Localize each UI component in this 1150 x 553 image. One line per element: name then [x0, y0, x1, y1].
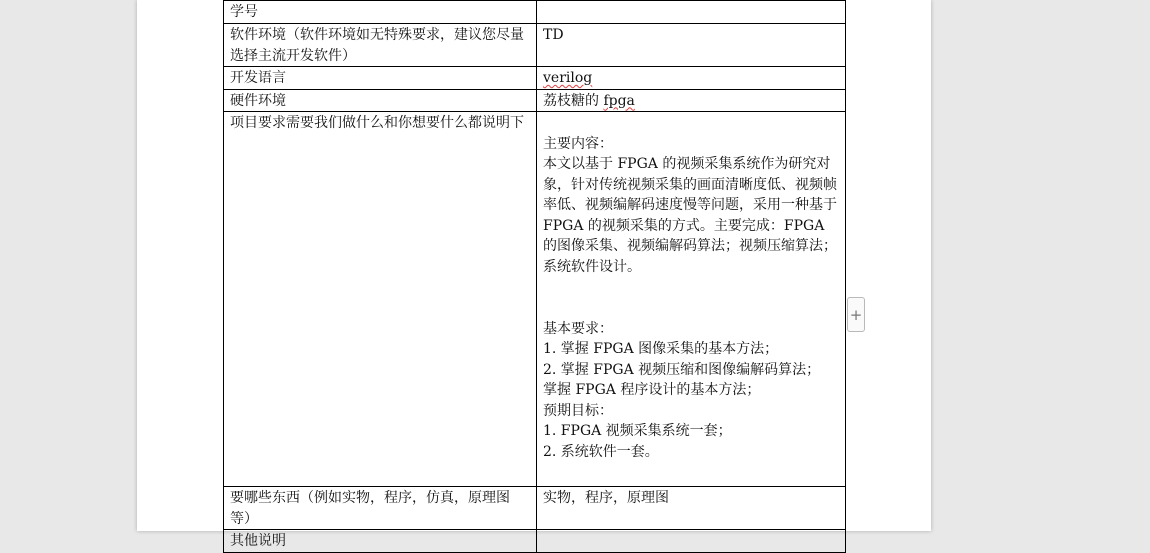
- dev-language-label: 开发语言: [224, 67, 537, 90]
- expected-goal-item: 1. FPGA 视频采集系统一套；: [543, 423, 732, 440]
- project-requirements-value[interactable]: [537, 112, 846, 487]
- hardware-env-label: 硬件环境: [224, 89, 537, 112]
- other-notes-label: 其他说明: [224, 530, 537, 553]
- deliverables-value[interactable]: 实物，程序，原理图: [537, 487, 846, 530]
- table-row-dev-language: [224, 67, 846, 90]
- document-page: [137, 0, 931, 549]
- table-row-other-notes: [224, 530, 846, 553]
- project-requirements-label: 项目要求需要我们做什么和你想要什么都说明下: [224, 112, 537, 487]
- basic-requirement-item: 1. 掌握 FPGA 图像采集的基本方法；: [543, 341, 779, 358]
- hardware-env-prefix: 荔枝糖的: [543, 92, 604, 109]
- main-content-body: 本文以基于 FPGA 的视频采集系统作为研究对象，针对传统视频采集的画面清晰度低、视频帧率低、视频编解码速度慢等问题，采用一种基于 FPGA 的视频采集的方式。主要完成：FPGA 的图像采集、视频编解码算法；视频压缩算法；系统软件设计。: [543, 156, 837, 275]
- other-notes-value[interactable]: [537, 530, 846, 553]
- expected-goal-item: 2. 系统软件一套。: [543, 443, 659, 460]
- dev-language-text: verilog: [543, 70, 593, 86]
- student-id-value[interactable]: [537, 1, 846, 24]
- expected-goals-title: 预期目标：: [543, 402, 613, 419]
- basic-requirements-title: 基本要求：: [543, 320, 613, 337]
- deliverables-label: 要哪些东西（例如实物，程序，仿真，原理图等）: [224, 487, 537, 530]
- basic-requirement-item: 掌握 FPGA 程序设计的基本方法；: [543, 382, 761, 399]
- hardware-env-value[interactable]: [537, 89, 846, 112]
- software-env-label: 软件环境（软件环境如无特殊要求，建议您尽量选择主流开发软件）: [224, 24, 537, 67]
- software-env-value[interactable]: TD: [537, 24, 846, 67]
- requirements-table: [223, 0, 846, 553]
- add-row-button[interactable]: +: [847, 297, 865, 332]
- table-row-hardware-env: [224, 89, 846, 112]
- table-row-software-env: [224, 24, 846, 67]
- table-row-deliverables: [224, 487, 846, 530]
- student-id-label: 学号: [224, 1, 537, 24]
- dev-language-value[interactable]: [537, 67, 846, 90]
- table-row-student-id: [224, 1, 846, 24]
- hardware-env-fpga: fpga: [603, 92, 635, 109]
- table-row-project-requirements: [224, 112, 846, 487]
- basic-requirement-item: 2. 掌握 FPGA 视频压缩和图像编解码算法；: [543, 361, 821, 378]
- blank-line: [543, 298, 839, 319]
- blank-line: [543, 113, 839, 134]
- blank-line: [543, 277, 839, 298]
- main-content-title: 主要内容：: [543, 135, 613, 152]
